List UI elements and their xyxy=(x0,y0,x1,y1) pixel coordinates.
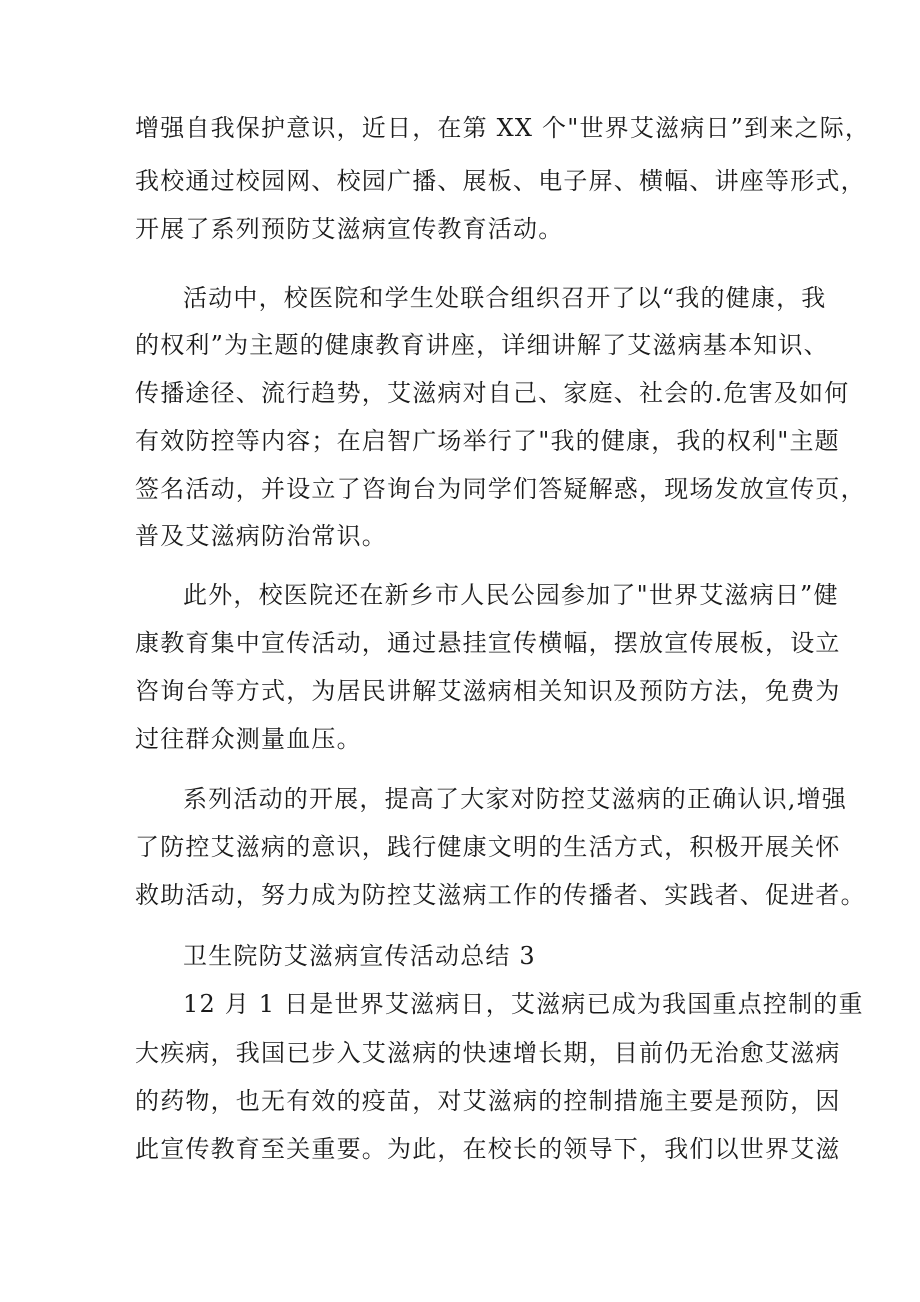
text-line: 增强自我保护意识，近日，在第 XX 个"世界艾滋病日”到来之际， xyxy=(135,114,871,142)
text-line: 有效防控等内容；在启智广场举行了"我的健康，我的权利"主题 xyxy=(135,427,840,455)
text-line: 过往群众测量血压。 xyxy=(135,725,362,753)
text-line: 传播途径、流行趋势，艾滋病对自己、家庭、社会的.危害及如何 xyxy=(135,379,850,407)
text-line: 签名活动，并设立了咨询台为同学们答疑解惑，现场发放宣传页， xyxy=(135,475,866,503)
text-line: 大疾病，我国已步入艾滋病的快速增长期，目前仍无治愈艾滋病 xyxy=(135,1039,841,1067)
text-line: 开展了系列预防艾滋病宣传教育活动。 xyxy=(135,215,564,243)
paragraph-first-line: 系列活动的开展，提高了大家对防控艾滋病的正确认识,增强 xyxy=(183,785,848,813)
paragraph-first-line: 12 月 1 日是世界艾滋病日，艾滋病已成为我国重点控制的重 xyxy=(183,990,864,1018)
text-line: 救助活动，努力成为防控艾滋病工作的传播者、实践者、促进者。 xyxy=(135,881,866,909)
paragraph-first-line: 活动中，校医院和学生处联合组织召开了以“我的健康，我 xyxy=(183,284,827,312)
text-line: 我校通过校园网、校园广播、展板、电子屏、横幅、讲座等形式， xyxy=(135,167,866,195)
text-line: 咨询台等方式，为居民讲解艾滋病相关知识及预防方法，免费为 xyxy=(135,677,841,705)
text-line: 的权利”为主题的健康教育讲座，详细讲解了艾滋病基本知识、 xyxy=(135,331,829,359)
text-line: 的药物，也无有效的疫苗，对艾滋病的控制措施主要是预防，因 xyxy=(135,1087,841,1115)
paragraph-first-line: 此外，校医院还在新乡市人民公园参加了"世界艾滋病日”健 xyxy=(183,581,839,609)
text-line: 康教育集中宣传活动，通过悬挂宣传横幅，摆放宣传展板，设立 xyxy=(135,629,841,657)
section-heading: 卫生院防艾滋病宣传活动总结 3 xyxy=(183,942,536,970)
text-line: 普及艾滋病防治常识。 xyxy=(135,522,387,550)
text-line: 了防控艾滋病的意识，践行健康文明的生活方式，积极开展关怀 xyxy=(135,833,841,861)
text-line: 此宣传教育至关重要。为此，在校长的领导下，我们以世界艾滋 xyxy=(135,1135,841,1163)
